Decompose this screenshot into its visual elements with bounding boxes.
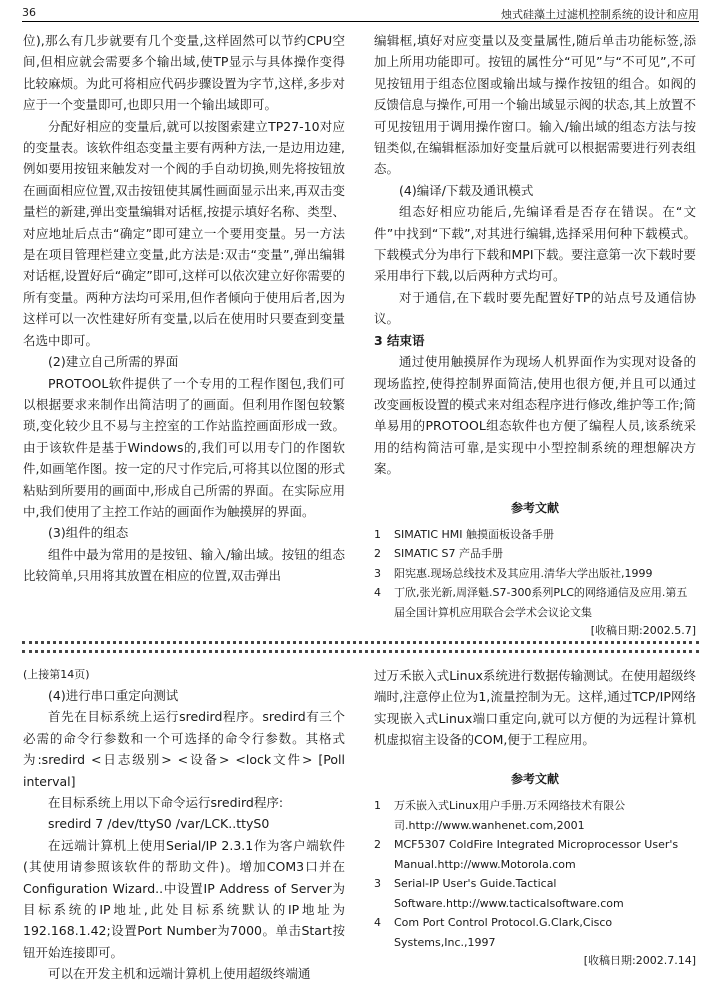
received-date: [收稿日期:2002.7.14] (583, 954, 696, 968)
paragraph: (2)建立自己所需的界面 (48, 354, 179, 370)
paragraph: 首先在目标系统上运行sredird程序。sredird有三个必需的命令行参数和一个可选择的命令行参数。其格式为:sredird <日志级别> <设备> <lock文件> [Poll interval] (23, 709, 345, 789)
reference-text: Serial-IP User's Guide.Tactical Software.http://www.tacticalsoftware.com (394, 877, 624, 910)
reference-text: 万禾嵌入式Linux用户手册.万禾网络技术有限公司.http://www.wanhenet.com,2001 (394, 799, 626, 832)
page-header (22, 6, 699, 22)
reference-number: 1 (374, 799, 381, 813)
paragraph: 在远端计算机上使用Serial/IP 2.3.1作为客户端软件(其使用请参照该软件的帮助文件)。增加COM3口并在Configuration Wizard..中设置IP Address of Server为目标系统的IP地址,此处目标系统默认的IP地址为192.168.1.42;设置Port Number为7000。单击Start按钮开始连接即可。 (23, 837, 345, 960)
received-date: [收稿日期:2002.5.7] (590, 624, 696, 638)
paragraph: (4)编译/下载及通讯模式 (399, 182, 534, 198)
paragraph: 对于通信,在下载时要先配置好TP的站点号及通信协议。 (374, 289, 696, 327)
reference-item (374, 796, 696, 835)
reference-item (374, 835, 696, 874)
paragraph: sredird 7 /dev/ttyS0 /var/LCK..ttyS0 (48, 816, 270, 832)
reference-item (374, 525, 696, 545)
reference-text: Com Port Control Protocol.G.Clark,Cisco Systems,Inc.,1997 (394, 916, 613, 949)
paragraph: 分配好相应的变量后,就可以按图索建立TP27-10对应的变量表。该软件组态变量主要有两种方法,一是边用边建,例如要用按钮来触发对一个阀的手自动切换,则先将按钮放在画面相应位置,双击按钮使其属性画面显示出来,再双击变量栏的新建,弹出变量编辑对话框,按提示填好名称、类型、对应地址后点击“确定”即可建立一个要用变量。另一方法是在项目管理栏建立变量,此方法是:双击“变量”,弹出编辑对话框,设置好后“确定”即可,这样可以依次建立好你需要的所有变量。两种方法均可采用,但作者倾向于使用后者,因为这样可以一次性建好所有变量,以后在使用时只要查到变量名选中即可。 (23, 118, 345, 348)
reference-number: 3 (374, 566, 381, 580)
references-title: 参考文献 (510, 500, 559, 515)
continued-note: (上接第14页) (23, 668, 90, 681)
paragraph: 位),那么有几步就要有几个变量,这样固然可以节约CPU空间,但相应就会需要多个输出域,使TP显示与具体操作变得比较麻烦。为此可将相应代码步骤设置为字节,这样,多步对应于一个变量即可,也即只用一个输出域即可。 (23, 33, 345, 113)
reference-number: 3 (374, 877, 381, 891)
references-title: 参考文献 (510, 771, 559, 786)
reference-item (374, 583, 696, 622)
section-heading: 3 结束语 (374, 332, 425, 348)
article-separator (22, 641, 699, 653)
column-1 (23, 30, 345, 587)
reference-text: 阳宪惠.现场总线技术及其应用.清华大学出版社,1999 (394, 566, 653, 580)
reference-item (374, 544, 696, 564)
reference-number: 2 (374, 547, 381, 561)
reference-number: 4 (374, 916, 381, 930)
paragraph: (4)进行串口重定向测试 (48, 688, 179, 703)
paragraph: 过万禾嵌入式Linux系统进行数据传输测试。在使用超级终端时,注意停止位为1,流量控制为无。这样,通过TCP/IP网络实现嵌入式Linux端口重定向,就可以方便的为远程计算机机虚拟宿主设备的COM,便于工程应用。 (374, 668, 696, 748)
column-3 (23, 665, 345, 985)
journal-title: 烛式硅藻土过滤机控制系统的设计和应用 (501, 8, 699, 21)
reference-number: 4 (374, 586, 381, 600)
reference-text: SIMATIC HMI 触摸面板设备手册 (394, 527, 555, 541)
reference-text: SIMATIC S7 产品手册 (394, 547, 504, 561)
paragraph: 在目标系统上用以下命令运行sredird程序: (48, 795, 284, 811)
reference-item (374, 913, 696, 952)
column-2 (374, 30, 696, 640)
paragraph: 组态好相应功能后,先编译看是否存在错误。在“文件”中找到“下载”,对其进行编辑,选择采用何种下载模式。下载模式分为串行下载和MPI下载。要注意第一次下载时要采用串行下载,以后两种方式均可。 (374, 204, 697, 284)
paragraph: 通过使用触摸屏作为现场人机界面作为实现对设备的现场监控,使得控制界面简洁,使用也很方便,并且可以通过改变画板设置的模式来对组态程序进行修改,维护等工作;简单易用的PROTOOL组态软件也方便了编程人员,该系统采用的结构简洁可靠,是实现中小型控制系统的理想解决方案。 (374, 354, 696, 477)
reference-number: 1 (374, 527, 381, 541)
paragraph: 编辑框,填好对应变量以及变量属性,随后单击功能标签,添加上所用功能即可。按钮的属性分“可见”与“不可见”,不可见按钮用于组态位图或输出域与操作按钮的组合。如阀的反馈信息与操作,可用一个输出域显示阀的状态,其上放置不可见按钮用于调用操作窗口。输入/输出域的组态方法与按钮类似,在编辑框添加好变量后就可以根据需要进行列表组态。 (374, 33, 696, 177)
paragraph: (3)组件的组态 (48, 525, 129, 541)
column-4 (374, 665, 696, 970)
reference-text: MCF5307 ColdFire Integrated Microprocessor User's Manual.http://www.Motorola.com (394, 838, 679, 871)
paragraph: 可以在开发主机和远端计算机上使用超级终端通 (48, 966, 311, 982)
paragraph: 组件中最为常用的是按钮、输入/输出域。按钮的组态比较简单,只用将其放置在相应的位置,双击弹出 (23, 546, 345, 584)
reference-item (374, 874, 696, 913)
reference-item (374, 564, 696, 584)
reference-text: 丁欣,张光新,周泽魁.S7-300系列PLC的网络通信及应用.第五届全国计算机应用联合会学术会议论文集 (394, 586, 688, 619)
page-number: 36 (22, 6, 36, 19)
reference-number: 2 (374, 838, 381, 852)
paragraph: PROTOOL软件提供了一个专用的工程作图包,我们可以根据要求来制作出简洁明了的画面。但利用作图包较繁琐,变化较少且不易与主控室的工作站监控画面形成一致。由于该软件是基于Windows的,我们可以用专门的作图软件,如画笔作图。按一定的尺寸作完后,可将其以位图的形式粘贴到所要用的画面中,形成自己所需的界面。在实际应用中,我们使用了主控工作站的画面作为触摸屏的界面。 (23, 375, 345, 519)
